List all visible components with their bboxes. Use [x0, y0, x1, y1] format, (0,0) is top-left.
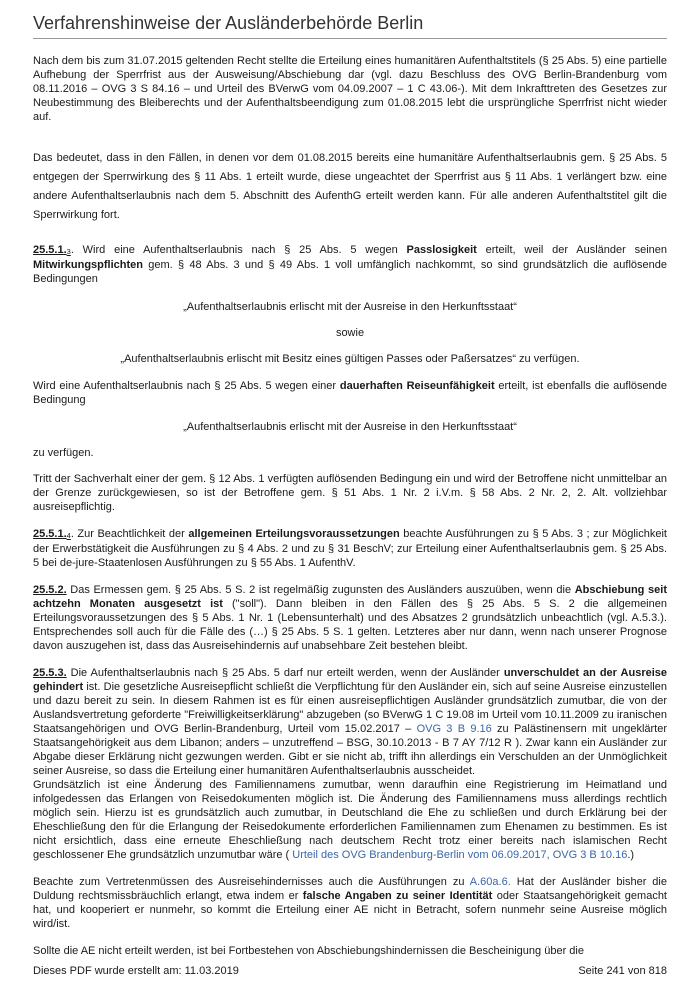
paragraph-bedeutung: Das bedeutet, dass in den Fällen, in denen vor dem 01.08.2015 bereits eine humanitäre Aufenthaltserlaubnis gem. § 25 Abs. 5 entgegen der Sperrwirkung des § 11 Abs. 1 erteilt wurde, diese ungeachtet der Sperrfrist aus § 11 Abs. 1 verlängert bzw. eine andere Aufenthaltserlaubnis nach dem 5. Abschnitt des AufenthG erteilt werden kann. Für alle anderen Aufenthaltstitel gilt die Sperrwirkung fort. [33, 152, 667, 221]
section-25-5-2: 25.5.2. Das Ermessen gem. § 25 Abs. 5 S. 2 ist regelmäßig zugunsten des Ausländers auszuüben, wenn die Abschiebung seit achtzehn Monaten ausgesetzt ist ("soll"). Dann bleiben in den Fällen des § 25 Abs. 5 S. 2 die allgemeinen Erteilungsvoraussetzungen des § 5 Abs. 1 Nr. 1 (Lebensunterhalt) und des Absatzes 2 grundsätzlich unbeachtlich (vgl. A.5.3.). Entsprechendes soll auch für die Fälle des (…) § 25 Abs. 5 S. 1 gelten. Letzteres aber nur dann, wenn nach unserer Prognose davon auszugehen ist, dass das Ausreisehindernis auf unabsehbare Zeit bestehen bleibt. [33, 584, 667, 652]
quote-sowie: sowie [335, 327, 365, 339]
paragraph-familienname: Grundsätzlich ist eine Änderung des Familiennamens zumutbar, wenn daraufhin eine Registrierung im Heimatland und infolgedessen das Erlangen von Reisedokumenten möglich ist. Die Änderung des Familiennamens muss allerdings rechtlich möglich sein. Hierzu ist es grundsätzlich auch zumutbar, in Deutschland die Ehe zu schließen und durch Erklärung bei der Eheschließung den für die Erlangung der Reisedokumente erforderlichen Familiennamen zum Ehenamen zu bestimmen. Es ist nicht ersichtlich, dass eine erneute Eheschließung nach deutschem Recht trotz einer bereits nach islamischen Recht geschlossener Ehe grundsätzlich unzumutbar wäre ( Urteil des OVG Brandenburg-Berlin vom 06.09.2017, OVG 3 B 10.16.) [33, 779, 667, 861]
link-a-60a-6[interactable]: A.60a.6. [469, 876, 511, 888]
paragraph-bescheinigung: Sollte die AE nicht erteilt werden, ist bei Fortbestehen von Abschiebungshindernissen die Bescheinigung über die [33, 945, 584, 957]
link-urteil-ovg-3-b-10-16[interactable]: Urteil des OVG Brandenburg-Berlin vom 06.09.2017, OVG 3 B 10.16 [292, 849, 628, 861]
link-ovg-3-b-9-16[interactable]: OVG 3 B 9.16 [416, 723, 492, 735]
quote-herkunftsstaat: „Aufenthaltserlaubnis erlischt mit der Ausreise in den Herkunftsstaat“ [183, 301, 517, 313]
paragraph-reiseunfaehigkeit: Wird eine Aufenthaltserlaubnis nach § 25 Abs. 5 wegen einer dauerhaften Reiseunfähigkeit erteilt, ist ebenfalls die auflösende Bedingung [33, 380, 667, 406]
page-footer [33, 964, 667, 978]
section-number: 25.5.2. [33, 584, 67, 596]
section-25-5-1-3: 25.5.1.3. Wird eine Aufenthaltserlaubnis nach § 25 Abs. 5 wegen Passlosigkeit erteilt, weil der Ausländer seinen Mitwirkungspflichten gem. § 48 Abs. 3 und § 49 Abs. 1 voll umfänglich nachkommt, so sind grundsätzlich die auflösende Bedingungen [33, 244, 667, 285]
paragraph-sperrfrist: Nach dem bis zum 31.07.2015 geltenden Recht stellte die Erteilung eines humanitären Aufenthaltstitels (§ 25 Abs. 5) eine partielle Aufhebung der Sperrfrist aus der Ausweisung/Abschiebung dar (vgl. dazu Beschluss des OVG Berlin-Brandenburg vom 08.11.2016 – OVG 3 S 84.16 – und Urteil des BVerwG vom 04.09.2007 – 1 C 43.06-). Mit dem Inkrafttreten des Gesetzes zur Neubestimmung des Bleiberechts und der Aufenthaltsbeendigung zum 01.08.2015 lebt die ursprüngliche Sperrfrist nicht wieder auf. [33, 55, 667, 123]
section-number: 25.5.1. [33, 528, 67, 540]
page-header [33, 0, 667, 39]
quote-pass: „Aufenthaltserlaubnis erlischt mit Besitz eines gültigen Passes oder Paßersatzes“ zu verfügen. [120, 353, 580, 365]
footnote-ref: 4 [66, 531, 71, 540]
section-25-5-1-4: 25.5.1.4. Zur Beachtlichkeit der allgemeinen Erteilungsvoraussetzungen beachte Ausführungen zu § 5 Abs. 3 ; zur Möglichkeit der Erwerbstätigkeit die Ausführungen zu § 4 Abs. 2 und zu § 31 BeschV; zur Erteilung einer Aufenthaltserlaubnis gem. § 25 Abs. 5 bei de-jure-Staatenlosen Ausführungen zu § 55 Abs. 1 AufenthV. [33, 528, 667, 569]
section-number: 25.5.1. [33, 244, 67, 256]
page-title: Verfahrenshinweise der Ausländerbehörde Berlin [33, 13, 424, 33]
section-number: 25.5.3. [33, 667, 67, 679]
document-page [33, 0, 667, 958]
paragraph-vertretenmuessen: Beachte zum Vertretenmüssen des Ausreisehindernisses auch die Ausführungen zu A.60a.6. Hat der Ausländer bisher die Duldung rechtsmissbräuchlich erlangt, etwa indem er falsche Angaben zu seiner Identität oder Staatsangehörigkeit gemacht hat, und kooperiert er nunmehr, so kommt die Erteilung einer AE nicht in Betracht, sofern nunmehr seine Ausreise möglich wird/ist. [33, 876, 667, 930]
footer-created-date: Dieses PDF wurde erstellt am: 11.03.2019 [33, 965, 239, 977]
paragraph-zu-verfuegen: zu verfügen. [33, 447, 94, 459]
quote-herkunftsstaat-2: „Aufenthaltserlaubnis erlischt mit der Ausreise in den Herkunftsstaat“ [183, 421, 517, 433]
footer-page-number: Seite 241 von 818 [578, 965, 667, 977]
section-25-5-3: 25.5.3. Die Aufenthaltserlaubnis nach § 25 Abs. 5 darf nur erteilt werden, wenn der Ausländer unverschuldet an der Ausreise gehindert ist. Die gesetzliche Ausreisepflicht schließt die Verpflichtung für den Ausländer ein, sich auf seine Ausreise einzustellen und dazu bereit zu sein. In diesem Rahmen ist es für einen ausreisepflichtigen Ausländer grundsätzlich zumutbar, die von der Auslandsvertretung geforderte "Freiwilligkeitserklärung" abzugeben (so BVerwG 1 C 19.08 im Urteil vom 10.11.2009 zu iranischen Staatsangehörigen und OVG Berlin-Brandenburg, Urteil vom 15.02.2017 – OVG 3 B 9.16 zu Palästinensern mit ungeklärter Staatsangehörigkeit aus dem Libanon; anders – unzutreffend – BSG, 30.10.2013 - B 7 AY 7/12 R ). Zwar kann ein Ausländer zur Abgabe dieser Erklärung nicht gezwungen werden. Gibt er sie nicht ab, trifft ihn allerdings ein Verschulden an der Unmöglichkeit seiner Ausreise, so dass die Erteilung einer humanitären Aufenthaltserlaubnis ausscheidet. [33, 667, 668, 777]
footnote-ref: 3 [66, 247, 71, 256]
paragraph-sachverhalt: Tritt der Sachverhalt einer der gem. § 12 Abs. 1 verfügten auflösenden Bedingung ein und wird der Betroffene nicht unmittelbar an der Grenze zurückgewiesen, so ist der Betroffene gem. § 51 Abs. 1 Nr. 2 i.V.m. § 58 Abs. 2 Nr. 2, 2. Alt. vollziehbar ausreisepflichtig. [33, 473, 667, 513]
